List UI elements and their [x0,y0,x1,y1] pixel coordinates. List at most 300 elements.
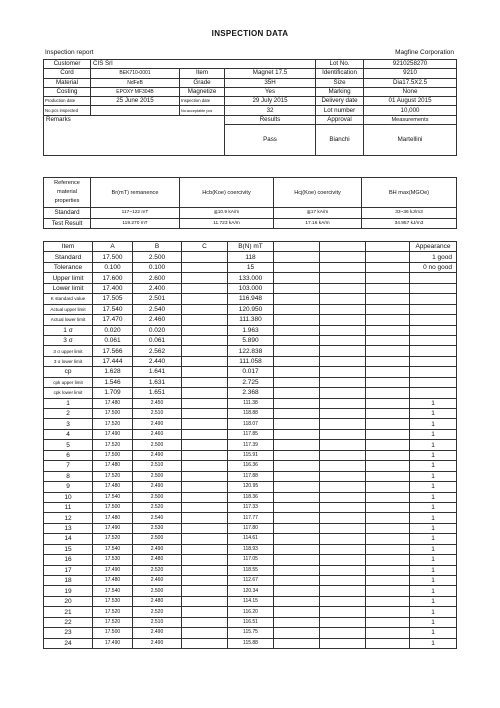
appearance: 1 [410,502,457,512]
test-br: 119.270 mT [91,219,180,229]
empty-header [274,242,320,252]
properties-header-row [44,178,457,208]
value-c [182,555,228,565]
empty-cell [366,471,410,481]
empty-cell [320,315,366,325]
value-bn: 111.38 [228,398,274,408]
row-label: 16 [44,555,93,565]
empty-cell [366,367,410,377]
empty-cell [366,325,410,335]
empty-cell [274,617,320,627]
value-b: 1.651 [133,388,182,398]
empty-cell [366,607,410,617]
test-result-label: Test Result [44,219,91,229]
remarks-value [44,125,225,156]
value-b: 2.510 [133,617,182,627]
value-a: 17.566 [93,346,133,356]
empty-cell [320,294,366,304]
value-a: 17.520 [93,617,133,627]
sample-row [44,492,457,502]
empty-cell [366,502,410,512]
row-label: Actual lower limit [44,315,93,325]
value-c [182,523,228,533]
value-b: 1.641 [133,367,182,377]
appearance: 1 [410,607,457,617]
row-label: 7 [44,461,93,471]
value-b: 2.520 [133,607,182,617]
value-b: 2.460 [133,315,182,325]
empty-cell [274,356,320,366]
value-c [182,409,228,419]
sample-row [44,482,457,492]
value-c [182,534,228,544]
empty-cell [274,409,320,419]
measurements-table [43,241,457,649]
marking-label: Marking [316,87,364,96]
empty-cell [320,273,366,283]
value-a: 17.500 [93,450,133,460]
appearance: 1 [410,628,457,638]
cord-value: BEK710-0001 [91,69,180,78]
value-b: 2.520 [133,565,182,575]
empty-cell [274,596,320,606]
br-header: Br(mT) remanence [91,178,180,208]
info-row [44,87,457,96]
empty-cell [274,388,320,398]
row-label: 21 [44,607,93,617]
value-c [182,586,228,596]
empty-cell [274,440,320,450]
empty-cell [320,398,366,408]
empty-cell [274,419,320,429]
value-a: 17.500 [93,409,133,419]
stat-row [44,356,457,366]
row-label: 14 [44,534,93,544]
value-b: 2.520 [133,502,182,512]
value-a: 17.520 [93,607,133,617]
appearance [410,283,457,293]
sample-row [44,607,457,617]
value-c [182,273,228,283]
value-bn: 111.380 [228,315,274,325]
company-name: Magfine Corporation [395,49,454,56]
value-bn: 116.20 [228,607,274,617]
value-b: 2.490 [133,628,182,638]
value-bn: 112.67 [228,576,274,586]
grade-value: 35H [225,78,316,87]
report-type: Inspection report [45,49,94,56]
value-c [182,367,228,377]
value-a: 1.546 [93,377,133,387]
info-row [44,60,457,69]
value-c [182,576,228,586]
value-c [182,440,228,450]
value-c [182,346,228,356]
column-header: B [133,242,182,252]
value-bn: 117.33 [228,502,274,512]
stat-row [44,377,457,387]
sample-row [44,617,457,627]
row-label: Lower limit [44,283,93,293]
empty-cell [320,544,366,554]
value-c [182,377,228,387]
empty-cell [366,356,410,366]
value-a: 0.061 [93,335,133,345]
costing-label: Costing [44,87,91,96]
value-b: 0.100 [133,262,182,272]
info-row [44,106,457,115]
empty-cell [320,325,366,335]
empty-cell [366,523,410,533]
empty-cell [366,283,410,293]
hcj-header: Hcj(Koe) coercivity [274,178,362,208]
value-a: 17.500 [93,628,133,638]
value-c [182,628,228,638]
value-c [182,262,228,272]
empty-cell [366,596,410,606]
row-label: Tolerance [44,262,93,272]
empty-cell [274,523,320,533]
value-b: 1.631 [133,377,182,387]
row-label: 19 [44,586,93,596]
appearance: 1 [410,409,457,419]
empty-cell [274,398,320,408]
value-a: 17.490 [93,565,133,575]
delivery-date-label: Delivery date [316,97,364,106]
size-label: Size [316,78,364,87]
value-b: 2.500 [133,586,182,596]
empty-cell [274,450,320,460]
standard-hcj: ≧17 kA/m [274,208,362,219]
empty-cell [320,565,366,575]
empty-cell [320,335,366,345]
delivery-date-value: 01 August 2015 [364,97,457,106]
empty-cell [320,388,366,398]
value-bn: 114.15 [228,596,274,606]
appearance: 1 [410,523,457,533]
empty-cell [366,450,410,460]
sample-row [44,628,457,638]
appearance: 1 [410,419,457,429]
value-c [182,544,228,554]
lot-no-label: Lot No. [316,60,364,69]
value-bn: 5.890 [228,335,274,345]
appearance: 1 [410,471,457,481]
appearance [410,273,457,283]
empty-cell [320,555,366,565]
info-row [44,78,457,87]
empty-cell [320,346,366,356]
empty-cell [366,262,410,272]
item-label: Item [180,69,225,78]
value-bn: 0.017 [228,367,274,377]
value-a: 0.100 [93,262,133,272]
empty-cell [274,429,320,439]
empty-cell [320,628,366,638]
value-a: 17.520 [93,471,133,481]
standard-bhmax: 33~36 kJ/m3 [362,208,457,219]
identification-value: 9210 [364,69,457,78]
empty-cell [274,471,320,481]
empty-cell [320,367,366,377]
value-b: 2.490 [133,638,182,648]
row-label: 1 [44,398,93,408]
value-b: 2.500 [133,440,182,450]
column-header: C [182,242,228,252]
empty-cell [366,388,410,398]
value-c [182,565,228,575]
empty-cell [366,377,410,387]
sample-row [44,429,457,439]
row-label: 3 σ lower limit [44,356,93,366]
value-bn: 116.51 [228,617,274,627]
stat-row [44,388,457,398]
sample-row [44,419,457,429]
row-label: 12 [44,513,93,523]
sample-row [44,471,457,481]
stat-row [44,315,457,325]
stat-row [44,346,457,356]
value-bn: 120.34 [228,586,274,596]
row-label: 3 σ [44,335,93,345]
empty-cell [366,409,410,419]
appearance [410,335,457,345]
empty-cell [274,534,320,544]
empty-cell [320,513,366,523]
empty-cell [320,440,366,450]
column-header: A [93,242,133,252]
row-label: Actual upper limit [44,304,93,314]
report-header [45,49,454,59]
empty-cell [274,304,320,314]
appearance: 1 [410,576,457,586]
identification-label: Identification [316,69,364,78]
empty-cell [366,419,410,429]
sample-row [44,576,457,586]
empty-cell [320,356,366,366]
stat-row [44,367,457,377]
value-a: 17.480 [93,513,133,523]
test-hcb: 11.723 kA/m [180,219,274,229]
value-b: 2.500 [133,492,182,502]
value-bn: 118.36 [228,492,274,502]
test-result-row [44,219,457,229]
empty-cell [366,304,410,314]
empty-cell [366,315,410,325]
value-c [182,513,228,523]
empty-cell [274,367,320,377]
empty-cell [366,294,410,304]
value-b: 2.600 [133,273,182,283]
empty-cell [274,273,320,283]
empty-cell [366,346,410,356]
size-value: Dia17.5X2.5 [364,78,457,87]
value-c [182,617,228,627]
test-hcj: 17.16 kA/m [274,219,362,229]
empty-cell [274,461,320,471]
empty-cell [320,419,366,429]
value-a: 17.400 [93,283,133,293]
appearance [410,325,457,335]
row-label: 24 [44,638,93,648]
row-label: 15 [44,544,93,554]
empty-cell [274,346,320,356]
empty-cell [366,429,410,439]
empty-cell [320,429,366,439]
value-a: 17.520 [93,534,133,544]
appearance: 1 [410,398,457,408]
bhmax-header: BH max(MGOe) [362,178,457,208]
empty-cell [320,262,366,272]
value-bn: 2.368 [228,388,274,398]
value-b: 2.440 [133,356,182,366]
empty-cell [320,617,366,627]
empty-cell [274,555,320,565]
sample-row [44,398,457,408]
empty-cell [274,315,320,325]
empty-cell [274,544,320,554]
stat-row [44,283,457,293]
value-bn: 111.058 [228,356,274,366]
row-label: Upper limit [44,273,93,283]
value-bn: 118.93 [228,544,274,554]
value-b: 2.500 [133,252,182,262]
value-a: 17.520 [93,440,133,450]
value-b: 2.500 [133,471,182,481]
document-title: INSPECTION DATA [211,29,289,38]
row-label: cp [44,367,93,377]
empty-cell [274,638,320,648]
hcb-header: Hcb(Koe) coercivity [180,178,274,208]
empty-cell [366,461,410,471]
value-a: 17.480 [93,482,133,492]
measurements-label: Measurements [364,115,457,124]
production-date-label: Production date [44,97,91,106]
value-c [182,492,228,502]
value-c [182,294,228,304]
empty-cell [366,492,410,502]
info-row [44,69,457,78]
empty-cell [366,544,410,554]
empty-cell [274,482,320,492]
value-a: 17.490 [93,638,133,648]
row-label: 11 [44,502,93,512]
standard-label: Standard [44,208,91,219]
row-label: 23 [44,628,93,638]
stat-row [44,262,457,272]
value-b: 2.490 [133,482,182,492]
row-label: 20 [44,596,93,606]
value-bn: 115.88 [228,638,274,648]
empty-cell [274,335,320,345]
value-bn: 117.77 [228,513,274,523]
material-label: Material [44,78,91,87]
empty-cell [366,555,410,565]
empty-cell [366,440,410,450]
standard-br: 117~122 mT [91,208,180,219]
empty-cell [320,492,366,502]
value-a: 1.628 [93,367,133,377]
magnetize-value: Yes [225,87,316,96]
empty-cell [320,471,366,481]
lot-number-label: Lot number [316,106,364,115]
value-b: 2.480 [133,555,182,565]
results-value: Pass [225,125,316,156]
value-bn: 122.838 [228,346,274,356]
empty-cell [320,596,366,606]
remarks-label: Remarks [44,115,225,124]
appearance: 1 [410,461,457,471]
empty-cell [320,283,366,293]
info-row [44,97,457,106]
empty-cell [274,325,320,335]
sample-row [44,534,457,544]
value-bn: 116.948 [228,294,274,304]
empty-cell [320,304,366,314]
row-label: Standard [44,252,93,262]
empty-cell [274,262,320,272]
value-bn: 1.963 [228,325,274,335]
approval-label: Approval [316,115,364,124]
value-c [182,315,228,325]
value-b: 2.510 [133,409,182,419]
empty-cell [366,586,410,596]
reference-label-line: properties [54,198,80,204]
stat-row [44,273,457,283]
value-a: 17.500 [93,252,133,262]
empty-cell [320,482,366,492]
empty-cell [320,638,366,648]
sample-row [44,565,457,575]
empty-cell [320,607,366,617]
lot-no-value: 9210258270 [364,60,457,69]
empty-cell [274,586,320,596]
row-label: 22 [44,617,93,627]
value-b: 0.020 [133,325,182,335]
empty-cell [366,628,410,638]
value-c [182,638,228,648]
appearance: 1 [410,596,457,606]
approval-value: Bianchi [316,125,364,156]
row-label: 3 [44,419,93,429]
customer-label: Customer [44,60,91,69]
appearance: 1 [410,440,457,450]
appearance: 0 no good [410,262,457,272]
empty-cell [366,273,410,283]
measurements-table-body [44,242,457,649]
column-header: Appearance [410,242,457,252]
acceptable-pcs-label: No.acceptable pcs [180,106,225,115]
appearance: 1 [410,492,457,502]
product-info-table [43,59,457,156]
value-a: 17.470 [93,315,133,325]
appearance: 1 [410,565,457,575]
value-a: 17.530 [93,596,133,606]
stat-row [44,294,457,304]
value-bn: 120.950 [228,304,274,314]
value-a: 17.490 [93,523,133,533]
empty-cell [366,252,410,262]
empty-cell [320,576,366,586]
sample-row [44,502,457,512]
value-b: 2.490 [133,544,182,554]
value-a: 17.480 [93,576,133,586]
value-c [182,482,228,492]
reference-label [44,178,91,208]
value-b: 2.500 [133,534,182,544]
row-label: cpk lower limit [44,388,93,398]
value-bn: 133.000 [228,273,274,283]
